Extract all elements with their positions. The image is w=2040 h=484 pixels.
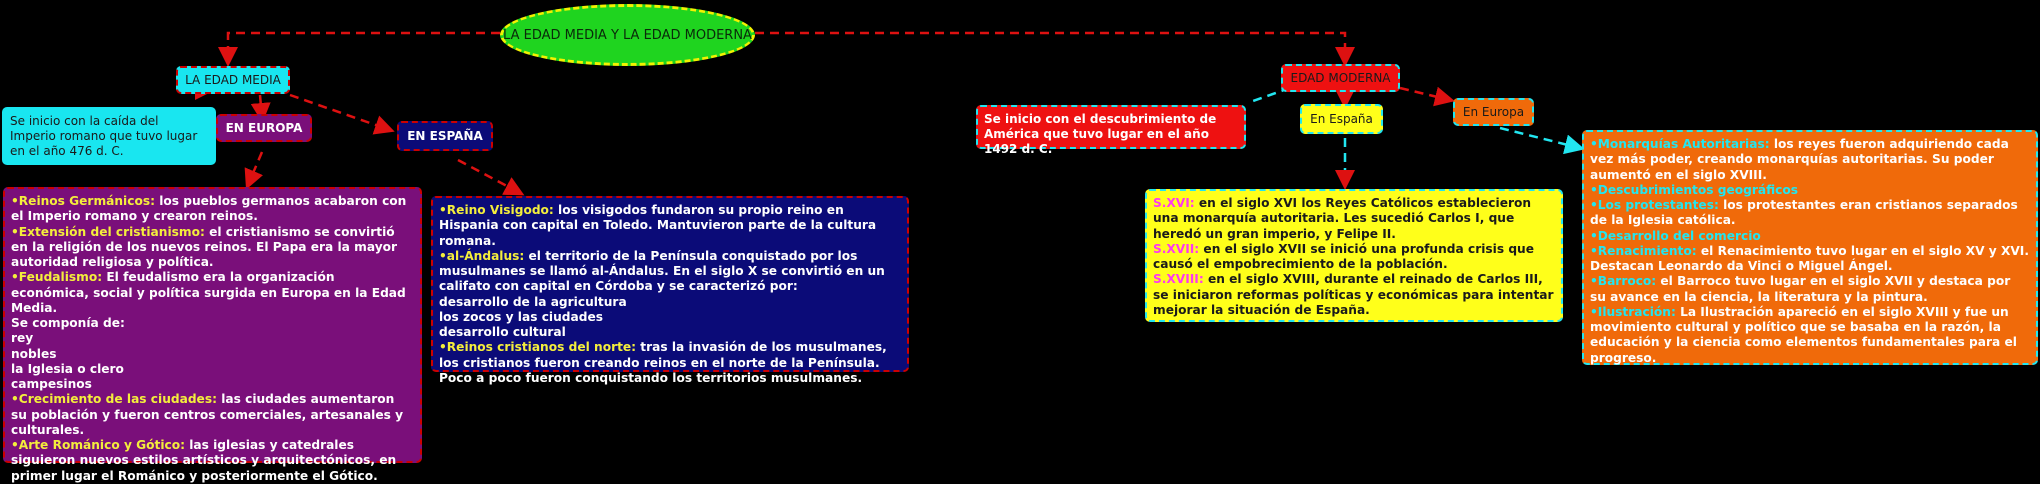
list-item (11, 438, 414, 484)
media-espana-node (397, 121, 493, 151)
list-item (1153, 272, 1555, 318)
list-item (439, 249, 901, 295)
item-text: las iglesias y catedrales siguieron nuevos estilos artísticos y arquitectónicos, en primer lugar el Románico y posteriormente el Gótico. (11, 438, 397, 483)
item-heading: •Extensión del cristianismo: (11, 224, 205, 239)
item-text: los protestantes eran cristianos separados de la Iglesia católica. (1590, 198, 2018, 228)
item-text: en el siglo XVIII, durante el reinado de Carlos III, se iniciaron reformas políticas y económicas para intentar mejorar la situación de España. (1153, 272, 1554, 317)
item-text: Se componía de: (11, 316, 125, 330)
list-item (11, 270, 414, 316)
root-title: LA EDAD MEDIA Y LA EDAD MODERNA (503, 27, 752, 43)
moderna-europa-label: En Europa (1462, 104, 1525, 119)
list-item (11, 331, 414, 346)
item-text: los reyes fueron adquiriendo cada vez más poder, creando monarquías autoritarias. Su poder aumentó en el siglo XVIII. (1590, 137, 2009, 182)
edad-moderna-title: EDAD MODERNA (1290, 70, 1391, 85)
list-item (1590, 198, 2030, 229)
list-item (439, 325, 901, 340)
item-text: el territorio de la Península conquistado por los musulmanes se llamó al-Ándalus. En el siglo X se convirtió en un califato con capital en Córdoba y se caracterizó por: (439, 248, 885, 294)
connector-europa-box (248, 152, 262, 185)
moderna-espana-box (1145, 189, 1563, 322)
list-item (439, 310, 901, 325)
media-europa-box (3, 187, 422, 483)
list-item (439, 203, 901, 249)
moderna-europa-box (1582, 130, 2038, 365)
list-item (11, 194, 414, 225)
moderna-espana-label: En España (1310, 111, 1373, 126)
item-text: campesinos (11, 377, 92, 391)
item-heading: •Feudalismo: (11, 270, 103, 285)
item-text: el Renacimiento tuvo lugar en el siglo XV y XVI. Destacan Leonardo da Vinci o Miguel Ángel. (1590, 243, 2029, 273)
item-heading: •al-Ándalus: (439, 248, 525, 263)
media-espana-box (431, 196, 909, 385)
moderna-espana-node (1300, 104, 1383, 134)
media-start-text: Se inicio con la caída del Imperio romano que tuvo lugar en el año 476 d. C. (10, 114, 198, 158)
list-item (11, 392, 414, 438)
list-item (1590, 305, 2030, 366)
list-item (11, 316, 414, 331)
media-espana-label: EN ESPAÑA (407, 128, 483, 143)
connector-europa-modbox (1500, 128, 1580, 148)
item-text: nobles (11, 346, 57, 361)
item-heading: •Descubrimientos geográficos (1590, 182, 1798, 197)
item-heading: •Arte Románico y Gótico: (11, 438, 185, 452)
item-text: el cristianismo se convirtió en la religión de los nuevos reinos. El Papa era la mayor autoridad religiosa y política. (11, 224, 398, 269)
item-text: en el siglo XVI los Reyes Católicos establecieron una monarquía autoritaria. Les sucedió Carlos I, que heredó un gran imperio, y Felipe II. (1153, 196, 1532, 241)
root-node (500, 4, 755, 66)
list-item (1590, 244, 2030, 275)
item-heading: S.XVIII: (1153, 272, 1204, 287)
list-item (439, 295, 901, 310)
item-heading: •Reino Visigodo: (439, 203, 554, 217)
connector-moderna-europa (1400, 88, 1450, 100)
media-europa-node (216, 114, 312, 142)
item-text: los pueblos germanos acabaron con el Imperio romano y crearon reinos. (11, 194, 407, 224)
connector-root-media (228, 33, 500, 62)
item-heading: S.XVI: (1153, 196, 1195, 210)
item-text: en el siglo XVII se inició una profunda crisis que causó el empobrecimiento de la población. (1153, 241, 1534, 271)
item-text: rey (11, 331, 34, 346)
connector-espana-box (458, 160, 520, 193)
item-heading: •Renacimiento: (1590, 243, 1697, 258)
list-item (439, 340, 901, 386)
item-text: el Barroco tuvo lugar en el siglo XVII y destaca por su avance en la ciencia, la literatura y la pintura. (1590, 274, 2011, 304)
moderna-start-node (976, 105, 1246, 156)
item-text: los zocos y las ciudades (439, 309, 603, 324)
list-item (1590, 137, 2030, 183)
edad-media-title: LA EDAD MEDIA (185, 72, 281, 87)
item-text: la Iglesia o clero (11, 361, 124, 376)
edad-media-node (176, 66, 290, 94)
item-text: La Ilustración apareció en el siglo XVIII y fue un movimiento cultural y político que se basaba en la razón, la educación y la ciencia como elementos fundamentales para el progreso. (1590, 304, 2017, 365)
moderna-europa-node (1453, 98, 1534, 126)
item-text: desarrollo de la agricultura (439, 294, 627, 309)
list-item (1590, 274, 2030, 305)
list-item (1153, 196, 1555, 242)
list-item (1590, 183, 2030, 198)
item-heading: S.XVII: (1153, 241, 1200, 256)
item-heading: •Barroco: (1590, 274, 1657, 289)
item-text: los visigodos fundaron su propio reino en Hispania con capital en Toledo. Mantuvieron parte de la cultura romana. (439, 203, 877, 248)
list-item (11, 377, 414, 392)
item-text: desarrollo cultural (439, 325, 566, 339)
moderna-start-text: Se inicio con el descubrimiento de América que tuvo lugar en el año 1492 d. C. (984, 112, 1217, 156)
item-heading: •Crecimiento de las ciudades: (11, 392, 217, 407)
list-item (1590, 229, 2030, 244)
list-item (11, 362, 414, 377)
list-item (1153, 242, 1555, 273)
item-heading: •Los protestantes: (1590, 198, 1719, 212)
list-item (11, 347, 414, 362)
item-heading: •Desarrollo del comercio (1590, 228, 1761, 243)
list-item (11, 225, 414, 271)
item-heading: •Monarquías Autoritarias: (1590, 137, 1770, 151)
item-heading: •Reinos cristianos del norte: (439, 340, 637, 355)
item-heading: •Reinos Germánicos: (11, 194, 155, 208)
item-text: las ciudades aumentaron su población y fueron centros comerciales, artesanales y culturales. (11, 392, 404, 437)
media-start-node (2, 107, 216, 165)
media-europa-label: EN EUROPA (225, 120, 303, 135)
item-text: El feudalismo era la organización económica, social y política surgida en Europa en la Edad Media. (11, 270, 406, 315)
item-heading: •Ilustración: (1590, 304, 1676, 319)
edad-moderna-node (1281, 64, 1400, 92)
item-text: tras la invasión de los musulmanes, los cristianos fueron creando reinos en el norte de la Península. Poco a poco fueron conquistando los territorios musulmanes. (439, 340, 887, 385)
connector-root-moderna (755, 33, 1345, 62)
